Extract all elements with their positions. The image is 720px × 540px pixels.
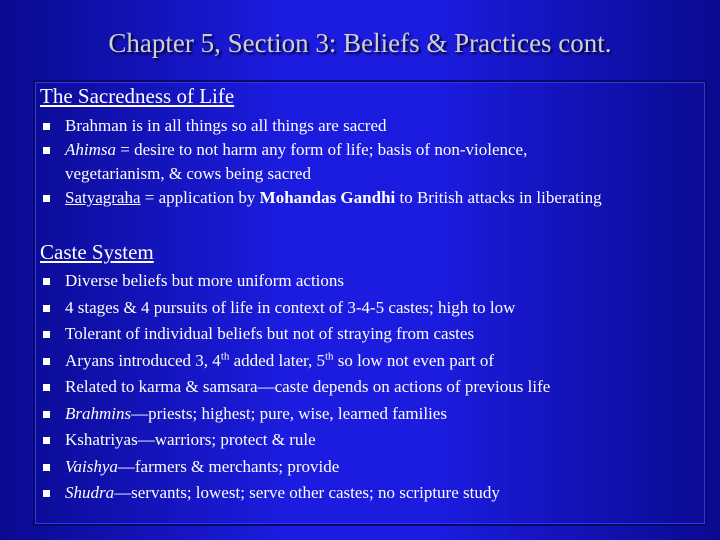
caste-list (35, 268, 705, 507)
list-item (35, 401, 705, 428)
list-item (35, 480, 705, 507)
list-item (35, 114, 705, 138)
sacredness-list (35, 114, 705, 210)
list-item (35, 374, 705, 401)
list-item-text: Kshatriyas—warriors; protect & rule (65, 430, 316, 449)
square-bullet-icon (43, 331, 50, 338)
square-bullet-icon (43, 358, 50, 365)
list-item-text: Diverse beliefs but more uniform actions (65, 271, 345, 290)
list-item-text: Brahman is in all things so all things are sacred (65, 116, 387, 135)
square-bullet-icon (43, 464, 50, 471)
ordinal-suffix: th (220, 349, 230, 362)
list-item (35, 268, 705, 295)
square-bullet-icon (43, 490, 50, 497)
square-bullet-icon (43, 411, 50, 418)
square-bullet-icon (43, 278, 50, 285)
section-heading-caste: Caste System (40, 240, 154, 264)
square-bullet-icon (43, 123, 50, 130)
list-item-text: added later, 5 (229, 350, 325, 370)
list-item-text: —servants; lowest; serve other castes; no scripture study (114, 483, 500, 502)
slide-title: Chapter 5, Section 3: Beliefs & Practices cont. (108, 28, 612, 58)
list-item (35, 454, 705, 481)
list-item (35, 186, 705, 210)
section-heading-sacredness: The Sacredness of Life (40, 84, 235, 108)
list-item-text: to British attacks in liberating (395, 188, 602, 207)
square-bullet-icon (43, 195, 50, 202)
term-brahmins: Brahmins (65, 403, 132, 423)
square-bullet-icon (43, 437, 50, 444)
list-item-text: = application by (140, 188, 260, 207)
list-item-text: = desire to not harm any form of life; basis of non-violence, (116, 140, 528, 159)
square-bullet-icon (43, 147, 50, 154)
square-bullet-icon (43, 384, 50, 391)
list-item (35, 348, 705, 375)
list-item-text: Tolerant of individual beliefs but not of straying from castes (65, 324, 475, 343)
list-item (35, 295, 705, 322)
list-item-text: —farmers & merchants; provide (117, 456, 340, 476)
term-shudra: Shudra (65, 483, 115, 502)
list-item-text: Related to karma & samsara—caste depends on actions of previous life (65, 377, 551, 396)
square-bullet-icon (43, 305, 50, 312)
list-item (35, 138, 705, 186)
list-item-continuation: vegetarianism, & cows being sacred (65, 164, 311, 183)
list-item (35, 427, 705, 454)
list-item-text: Aryans introduced 3, 4 (65, 350, 221, 370)
list-item-text: 4 stages & 4 pursuits of life in context of 3-4-5 castes; high to low (65, 297, 516, 317)
list-item (35, 321, 705, 348)
list-item-text: so low not even part of (333, 350, 495, 370)
ordinal-suffix: th (324, 349, 334, 362)
term-vaishya: Vaishya (65, 456, 118, 476)
name-gandhi: Mohandas Gandhi (259, 188, 396, 207)
list-item-text: —priests; highest; pure, wise, learned families (131, 403, 447, 423)
term-ahimsa: Ahimsa (65, 140, 116, 159)
content-box (33, 80, 707, 526)
term-satyagraha: Satyagraha (65, 188, 141, 207)
